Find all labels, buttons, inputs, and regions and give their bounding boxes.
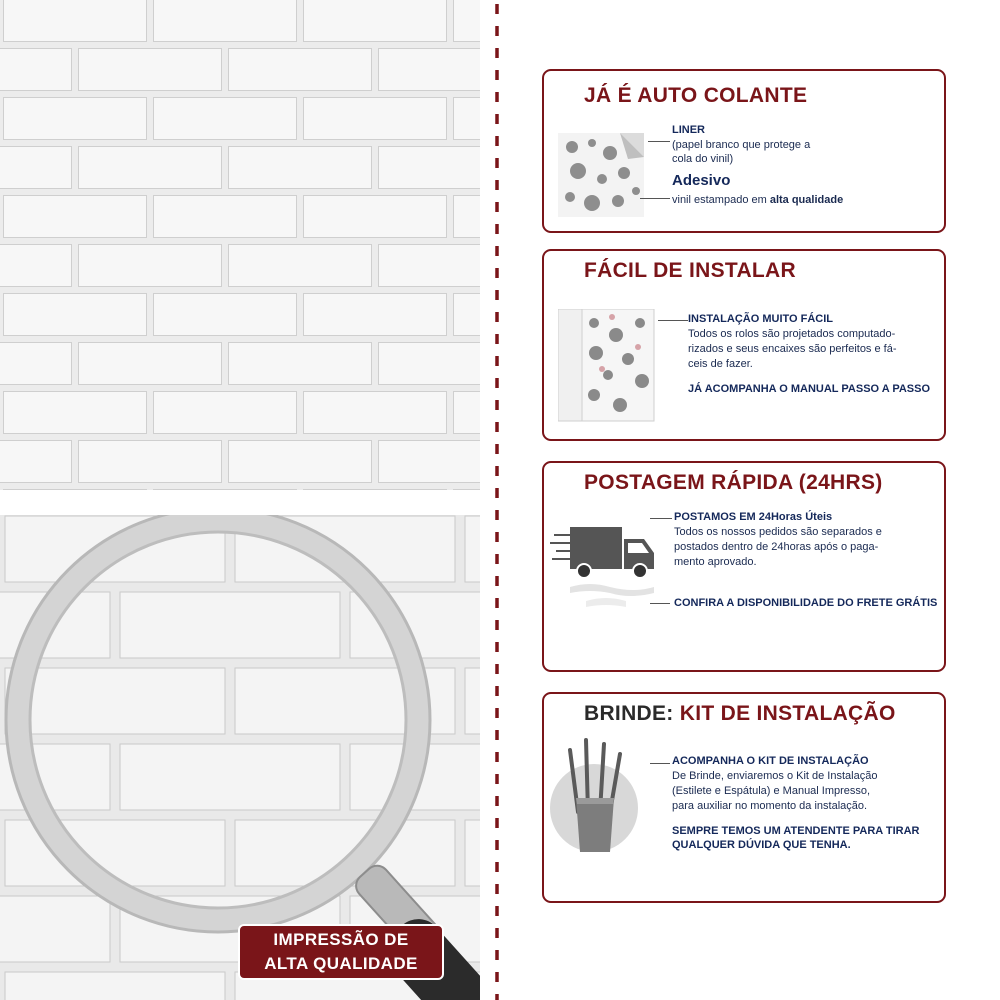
quality-badge (238, 924, 444, 980)
frete-gratis-note: CONFIRA A DISPONIBILIDADE DO FRETE GRÁTIS (674, 597, 938, 609)
card-auto-colante (542, 69, 946, 233)
adesivo-desc: vinil estampado em alta qualidade (672, 194, 844, 206)
installation-kit-icon (548, 728, 650, 860)
liner-desc-2: cola do vinil) (672, 153, 734, 165)
kit-heading: ACOMPANHA O KIT DE INSTALAÇÃO (672, 755, 869, 767)
kit-line-3: para auxiliar no momento da instalação. (672, 800, 868, 812)
instalar-line-3: ceis de fazer. (688, 358, 753, 370)
brick-pattern (0, 0, 480, 490)
support-note-2: QUALQUER DÚVIDA QUE TENHA. (672, 839, 851, 851)
support-note-1: SEMPRE TEMOS UM ATENDENTE PARA TIRAR (672, 825, 920, 837)
kit-line-2: (Estilete e Espátula) e Manual Impresso, (672, 785, 871, 797)
vinyl-sample-icon (558, 133, 664, 217)
card-title: BRINDE: KIT DE INSTALAÇÃO (584, 702, 896, 725)
postagem-line-1: Todos os nossos pedidos são separados e (674, 526, 882, 538)
postagem-heading: POSTAMOS EM 24Horas Úteis (674, 511, 833, 523)
card-title: POSTAGEM RÁPIDA (24HRS) (584, 471, 883, 494)
card-brinde-kit (542, 692, 946, 903)
dashed-divider (494, 0, 500, 1000)
instalar-line-1: Todos os rolos são projetados computado- (688, 328, 896, 340)
instalar-heading: INSTALAÇÃO MUITO FÁCIL (688, 313, 834, 325)
kit-line-1: De Brinde, enviaremos o Kit de Instalação (672, 770, 878, 782)
wallpaper-application-icon (558, 309, 658, 425)
liner-desc-1: (papel branco que protege a (672, 139, 811, 151)
delivery-truck-icon (550, 521, 662, 611)
adesivo-title: Adesivo (672, 172, 731, 189)
card-facil-instalar (542, 249, 946, 441)
badge-line-1: IMPRESSÃO DE (273, 930, 409, 949)
card-title: FÁCIL DE INSTALAR (584, 259, 796, 282)
card-title: JÁ É AUTO COLANTE (584, 84, 808, 107)
brick-wall-photo (0, 0, 480, 490)
liner-title: LINER (672, 124, 705, 136)
instalar-note: JÁ ACOMPANHA O MANUAL PASSO A PASSO (688, 383, 931, 395)
postagem-line-3: mento aprovado. (674, 556, 757, 568)
instalar-line-2: rizados e seus encaixes são perfeitos e fá- (688, 343, 897, 355)
badge-line-2: ALTA QUALIDADE (264, 954, 418, 973)
postagem-line-2: postados dentro de 24horas após o paga- (674, 541, 879, 553)
card-postagem-rapida (542, 461, 946, 672)
